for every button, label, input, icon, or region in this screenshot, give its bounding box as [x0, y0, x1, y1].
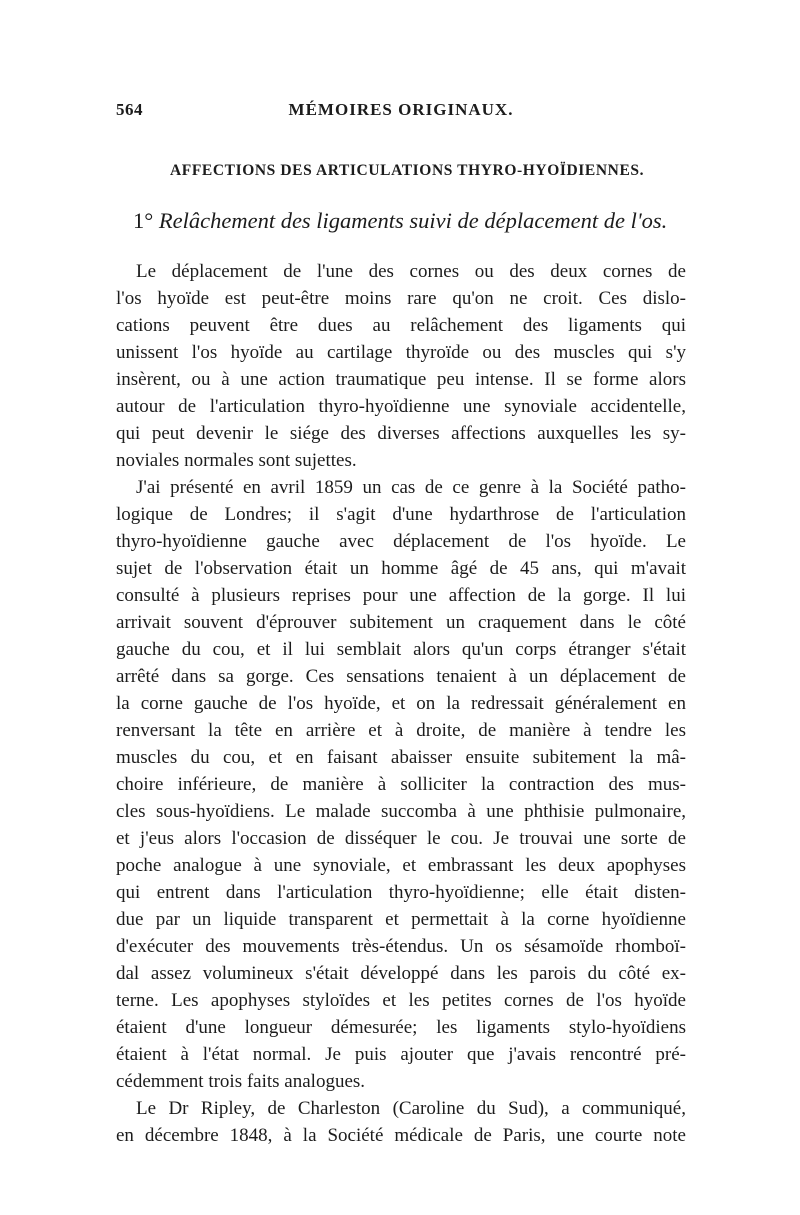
text-line: unissent l'os hyoïde au cartilage thyroïde ou des muscles qui s'y [116, 342, 686, 363]
journal-title: MÉMOIRES ORIGINAUX. [288, 100, 514, 119]
text-line: consulté à plusieurs reprises pour une affection de la gorge. Il lui [116, 585, 686, 606]
text-line: terne. Les apophyses styloïdes et les petites cornes de l'os hyoïde [116, 990, 686, 1011]
text-line: en décembre 1848, à la Société médicale de Paris, une courte note [116, 1125, 686, 1146]
text-line: choire inférieure, de manière à solliciter la contraction des mus- [116, 774, 686, 795]
text-line: étaient à l'état normal. Je puis ajouter que j'avais rencontré pré- [116, 1044, 686, 1065]
text-line: Le Dr Ripley, de Charleston (Caroline du Sud), a communiqué, [136, 1098, 686, 1119]
text-line: arrêté dans sa gorge. Ces sensations tenaient à un déplacement de [116, 666, 686, 687]
section-heading: AFFECTIONS DES ARTICULATIONS THYRO-HYOÏDIENNES. [170, 162, 645, 179]
text-line: qui peut devenir le siége des diverses affections auxquelles les sy- [116, 423, 686, 444]
paragraph [116, 1095, 686, 1149]
text-line: l'os hyoïde est peut-être moins rare qu'on ne croit. Ces dislo- [116, 288, 686, 309]
text-line: la corne gauche de l'os hyoïde, et on la redressait généralement en [116, 693, 686, 714]
text-line: cles sous-hyoïdiens. Le malade succomba à une phthisie pulmonaire, [116, 801, 686, 822]
subsection-number: 1° [133, 208, 154, 233]
text-line: J'ai présenté en avril 1859 un cas de ce genre à la Société patho- [136, 477, 686, 498]
text-line: autour de l'articulation thyro-hyoïdienne une synoviale accidentelle, [116, 396, 686, 417]
text-line: muscles du cou, et en faisant abaisser ensuite subitement la mâ- [116, 747, 686, 768]
body-text [116, 258, 686, 1149]
text-line: étaient d'une longueur démesurée; les ligaments stylo-hyoïdiens [116, 1017, 686, 1038]
text-line: dal assez volumineux s'était développé dans les parois du côté ex- [116, 963, 686, 984]
text-line: qui entrent dans l'articulation thyro-hyoïdienne; elle était disten- [116, 882, 686, 903]
text-line: gauche du cou, et il lui semblait alors qu'un corps étranger s'était [116, 639, 686, 660]
text-line: d'exécuter des mouvements très-étendus. Un os sésamoïde rhomboï- [116, 936, 686, 957]
text-line: Le déplacement de l'une des cornes ou des deux cornes de [136, 261, 686, 282]
paragraph [116, 474, 686, 1095]
page-number: 564 [116, 100, 143, 119]
text-line: cédemment trois faits analogues. [116, 1071, 366, 1092]
text-line: poche analogue à une synoviale, et embrassant les deux apophyses [116, 855, 686, 876]
text-line: due par un liquide transparent et permettait à la corne hyoïdienne [116, 909, 686, 930]
text-line: logique de Londres; il s'agit d'une hydarthrose de l'articulation [116, 504, 686, 525]
text-line: thyro-hyoïdienne gauche avec déplacement de l'os hyoïde. Le [116, 531, 686, 552]
text-line: cations peuvent être dues au relâchement des ligaments qui [116, 315, 686, 336]
running-head [116, 100, 686, 126]
paragraph [116, 258, 686, 474]
subsection-heading [133, 208, 667, 234]
text-line: insèrent, ou à une action traumatique peu intense. Il se forme alors [116, 369, 686, 390]
text-line: noviales normales sont sujettes. [116, 450, 357, 471]
text-line: sujet de l'observation était un homme âgé de 45 ans, qui m'avait [116, 558, 686, 579]
subsection-title: Relâchement des ligaments suivi de déplacement de l'os. [158, 208, 668, 233]
text-line: et j'eus alors l'occasion de disséquer le cou. Je trouvai une sorte de [116, 828, 686, 849]
text-line: renversant la tête en arrière et à droite, de manière à tendre les [116, 720, 686, 741]
text-line: arrivait souvent d'éprouver subitement un craquement dans le côté [116, 612, 686, 633]
